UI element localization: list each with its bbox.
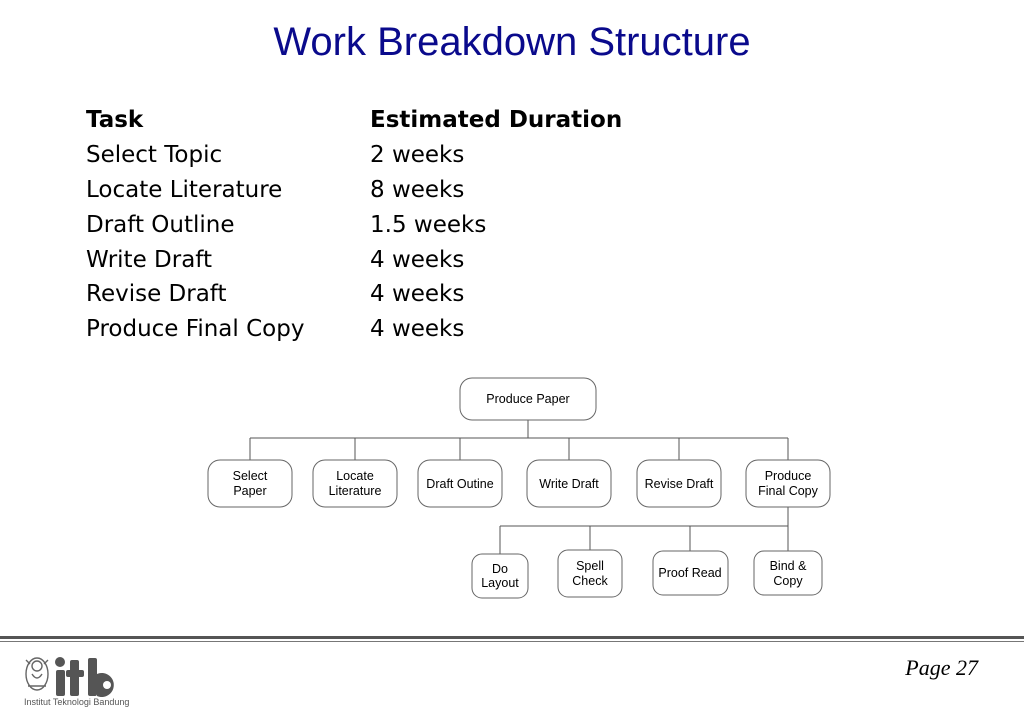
wbs-node-bind-copy (754, 551, 822, 595)
node-label: Final Copy (758, 484, 818, 498)
node-label: Bind & (769, 559, 807, 573)
node-label: Draft Outine (426, 477, 494, 491)
logo-caption: Institut Teknologi Bandung (24, 697, 130, 707)
task-cell: Write Draft (86, 246, 213, 273)
duration-cell: 8 weeks (370, 176, 465, 203)
node-label: Revise Draft (644, 477, 714, 491)
node-label: Select (232, 469, 268, 483)
itb-wordmark-icon (55, 657, 114, 697)
node-label: Produce (764, 469, 812, 483)
task-cell: Revise Draft (86, 281, 227, 308)
slide-title: Work Breakdown Structure (273, 20, 751, 64)
node-label: Write Draft (539, 477, 599, 491)
wbs-node-spell-check (558, 550, 622, 597)
task-cell: Draft Outline (86, 211, 235, 238)
duration-cell: 4 weeks (370, 281, 465, 308)
wbs-node-root (460, 378, 596, 420)
wbs-node-locate-literature (313, 460, 397, 507)
footer-rule-thin (0, 641, 1024, 642)
wbs-node-write-draft (527, 460, 611, 507)
node-label: Check (572, 574, 608, 588)
wbs-node-revise-draft (637, 460, 721, 507)
node-label: Locate (336, 469, 374, 483)
node-label: Do (492, 562, 508, 576)
node-label: Literature (328, 484, 382, 498)
wbs-node-do-layout (472, 554, 528, 598)
wbs-node-proof-read (653, 551, 728, 595)
duration-cell: 1.5 weeks (370, 211, 487, 238)
duration-cell: 2 weeks (370, 142, 465, 169)
task-cell: Locate Literature (86, 176, 283, 203)
wbs-node-draft-outline (418, 460, 502, 507)
node-label: Layout (481, 576, 519, 590)
ganesha-emblem-icon (26, 658, 48, 690)
node-label: Copy (773, 574, 803, 588)
node-label: Produce Paper (486, 392, 570, 406)
duration-cell: 4 weeks (370, 246, 465, 273)
header-task: Task (86, 107, 144, 134)
node-label: Proof Read (658, 566, 722, 580)
footer-rule (0, 636, 1024, 639)
task-cell: Produce Final Copy (86, 316, 305, 343)
node-label: Paper (233, 484, 267, 498)
duration-cell: 4 weeks (370, 316, 465, 343)
header-duration: Estimated Duration (370, 107, 623, 134)
node-label: Spell (576, 559, 604, 573)
page-number: Page 27 (905, 655, 978, 680)
wbs-node-select-paper (208, 460, 292, 507)
task-cell: Select Topic (86, 142, 223, 169)
wbs-node-produce-final-copy (746, 460, 830, 507)
